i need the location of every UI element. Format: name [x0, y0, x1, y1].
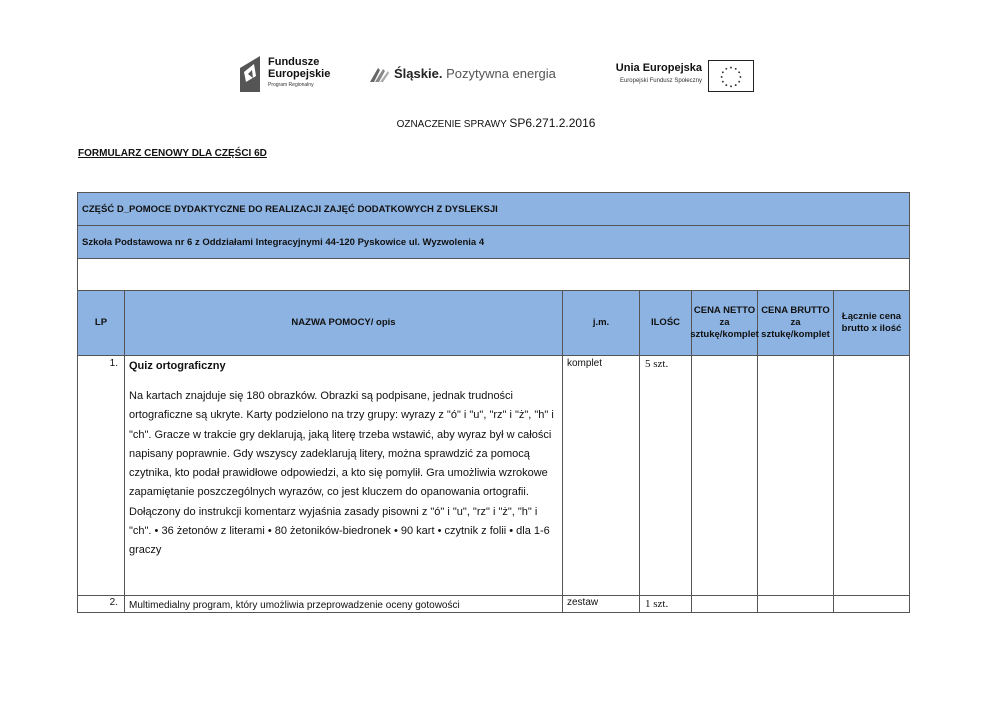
- logo-unia-europejska: [600, 60, 760, 96]
- row-netto: [692, 356, 758, 595]
- logo-slaskie-text: [394, 66, 556, 82]
- row-total: [834, 596, 909, 612]
- blank-row: [78, 259, 909, 291]
- row-name: [125, 356, 563, 595]
- case-reference-label: OZNACZENIE SPRAWY: [396, 119, 507, 130]
- form-title: FORMULARZ CENOWY DLA CZĘŚCI 6D: [78, 148, 267, 159]
- row-name: [125, 596, 563, 612]
- col-jm: j.m.: [563, 291, 640, 355]
- table-row: [78, 596, 909, 612]
- section-header: CZĘŚĆ D_POMOCE DYDAKTYCZNE DO REALIZACJI ZAJĘĆ DODATKOWYCH Z DYSLEKSJI: [78, 193, 909, 226]
- row-description: Na kartach znajduje się 180 obrazków. Obrazki są podpisane, jednak trudności ortograficzne są ukryte. Karty podzielono na trzy grupy: wyrazy z "ó" i "u", "rz" i "ż", "h" i "ch". Gracze w trakcie gry deklarują, jaką literę trzeba wstawić, aby wyraz był w całości napisany poprawnie. Gdy wszyscy zadeklarują litery, można sprawdzić za pomocą czytnika, kto podał prawidłowe odpowiedzi, a kto się pomylił. Gra umożliwia wzrokowe zapamiętanie poszczególnych wyrazów, co jest kluczem do opanowania ortografii. Dołączony do instrukcji komentarz wyjaśnia zasady pisowni z "ó" i "u", "rz" i "ż", "h" i "ch". • 36 żetonów z literami • 80 żetoników-biedronek • 90 kart • czytnik z folii • dla 1-6 graczy: [129, 390, 554, 557]
- col-qty: ILOŚC: [640, 291, 692, 355]
- case-reference-number: SP6.271.2.2016: [509, 116, 596, 130]
- logo-ue-line2: Europejski Fundusz Społeczny: [619, 78, 702, 84]
- logo-fundusze-europejskie: [238, 52, 348, 96]
- logo-bar: [0, 52, 992, 100]
- col-brutto: CENA BRUTTO za sztukę/komplet: [758, 291, 834, 355]
- col-name: NAZWA POMOCY/ opis: [125, 291, 563, 355]
- row-title: Multimedialny program, który umożliwia przeprowadzenie oceny gotowości: [129, 600, 460, 611]
- col-total: Łącznie cena brutto x ilość: [841, 311, 902, 334]
- row-netto: [692, 596, 758, 612]
- row-lp: 1.: [78, 356, 125, 595]
- row-lp: 2.: [78, 596, 125, 612]
- table-row: [78, 356, 909, 596]
- logo-fe-line3: Program Regionalny: [268, 82, 314, 88]
- row-jm: zestaw: [563, 596, 640, 612]
- col-netto: CENA NETTO za sztukę/komplet: [692, 291, 758, 355]
- logo-fe-line2: Europejskie: [268, 68, 331, 80]
- row-title: Quiz ortograficzny: [129, 360, 226, 372]
- eu-flag-icon: [708, 60, 754, 92]
- row-total: [834, 356, 909, 595]
- logo-slaskie-light: Pozytywna energia: [446, 66, 556, 81]
- row-jm: komplet: [563, 356, 640, 595]
- case-reference: [0, 116, 992, 130]
- row-brutto: [758, 596, 834, 612]
- row-brutto: [758, 356, 834, 595]
- price-table: [77, 192, 910, 613]
- school-header: Szkoła Podstawowa nr 6 z Oddziałami Integracyjnymi 44-120 Pyskowice ul. Wyzwolenia 4: [78, 226, 909, 259]
- row-qty: 1 szt.: [640, 596, 692, 612]
- col-lp: LP: [78, 291, 125, 355]
- logo-ue-line1: Unia Europejska: [615, 62, 702, 74]
- logo-slaskie: [368, 64, 568, 86]
- column-headers: [78, 291, 909, 356]
- row-qty: 5 szt.: [640, 356, 692, 595]
- logo-slaskie-bold: Śląskie.: [394, 66, 443, 81]
- slaskie-bird-icon: [368, 66, 390, 84]
- logo-fe-line1: Fundusze: [268, 56, 320, 68]
- fundusze-europejskie-icon: [238, 54, 262, 94]
